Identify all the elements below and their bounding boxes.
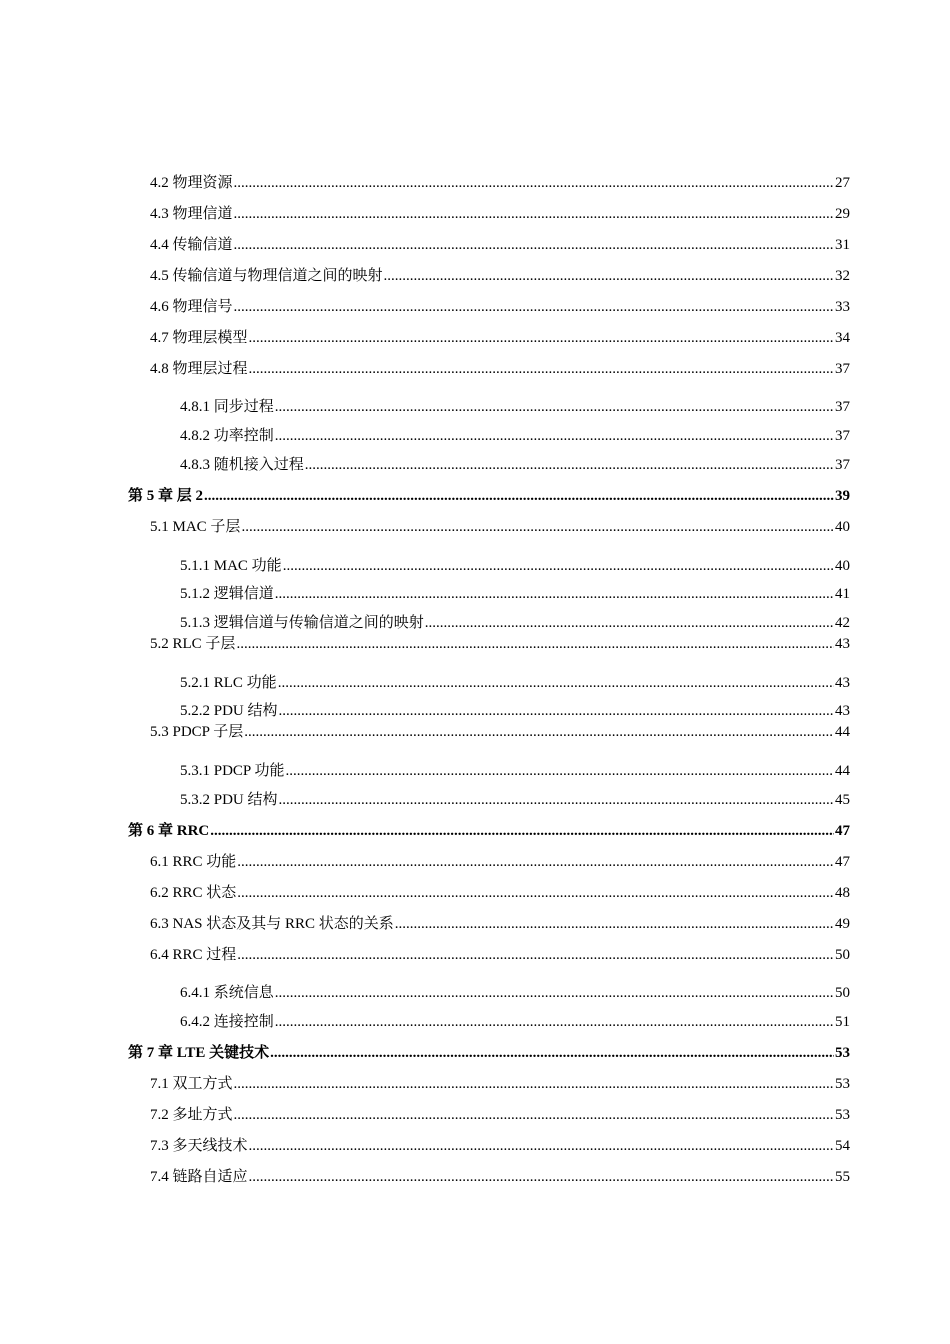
toc-entry[interactable] [150,884,850,902]
toc-entry-page-number: 50 [835,985,850,1001]
toc-entry-page-number: 42 [835,615,850,631]
dot-leader [275,427,834,445]
toc-entry-title: 5.1.3 逻辑信道与传输信道之间的映射 [180,615,424,631]
toc-entry-page-number: 32 [835,268,850,284]
toc-entry[interactable] [150,915,850,933]
dot-leader [244,723,834,741]
dot-leader [425,614,834,632]
toc-entry[interactable] [180,557,850,575]
dot-leader [234,1106,834,1124]
toc-entry[interactable] [150,853,850,871]
toc-entry-page-number: 40 [835,519,850,535]
dot-leader [249,360,834,378]
toc-entry-page-number: 43 [835,675,850,691]
dot-leader [234,174,834,192]
toc-entry-page-number: 53 [835,1045,850,1061]
toc-entry-page-number: 47 [835,854,850,870]
toc-entry-page-number: 43 [835,636,850,652]
toc-entry-title: 5.1 MAC 子层 [150,519,241,535]
toc-entry-title: 7.4 链路自适应 [150,1169,248,1185]
toc-chapter-entry[interactable] [128,487,850,505]
toc-entry[interactable] [150,635,850,653]
dot-leader [249,329,834,347]
dot-leader [285,762,834,780]
toc-entry[interactable] [150,267,850,285]
toc-entry-title: 7.2 多址方式 [150,1107,233,1123]
toc-entry-page-number: 27 [835,175,850,191]
dot-leader [210,822,834,840]
toc-entry[interactable] [180,791,850,809]
toc-entry-title: 5.3.1 PDCP 功能 [180,763,285,779]
toc-entry-page-number: 48 [835,885,850,901]
toc-entry-page-number: 37 [835,361,850,377]
toc-entry[interactable] [180,585,850,603]
dot-leader [279,791,834,809]
dot-leader [283,557,834,575]
toc-entry-page-number: 39 [835,488,850,504]
dot-leader [278,674,834,692]
dot-leader [241,518,834,536]
dot-leader [236,635,834,653]
toc-entry[interactable] [180,456,850,474]
toc-entry-title: 7.1 双工方式 [150,1076,233,1092]
toc-entry[interactable] [150,236,850,254]
toc-entry[interactable] [180,984,850,1002]
toc-entry-title: 4.8.1 同步过程 [180,399,274,415]
dot-leader [275,585,834,603]
toc-entry[interactable] [150,1106,850,1124]
toc-entry-title: 5.2.2 PDU 结构 [180,703,278,719]
toc-entry-page-number: 44 [835,763,850,779]
toc-entry-page-number: 29 [835,206,850,222]
toc-entry-page-number: 33 [835,299,850,315]
toc-entry[interactable] [150,174,850,192]
dot-leader [279,702,834,720]
toc-entry-page-number: 55 [835,1169,850,1185]
toc-entry-title: 第 7 章 LTE 关键技术 [128,1045,270,1061]
toc-entry-title: 4.4 传输信道 [150,237,233,253]
toc-entry[interactable] [180,1013,850,1031]
dot-leader [249,1168,834,1186]
toc-entry-title: 5.1.2 逻辑信道 [180,586,274,602]
toc-entry-page-number: 41 [835,586,850,602]
toc-entry-title: 5.2 RLC 子层 [150,636,236,652]
toc-entry-page-number: 44 [835,724,850,740]
toc-entry[interactable] [150,1168,850,1186]
dot-leader [237,884,834,902]
toc-entry-title: 6.1 RRC 功能 [150,854,237,870]
toc-entry-page-number: 31 [835,237,850,253]
toc-entry-page-number: 53 [835,1107,850,1123]
dot-leader [237,946,834,964]
toc-entry[interactable] [150,298,850,316]
toc-entry-title: 5.3 PDCP 子层 [150,724,244,740]
toc-entry[interactable] [180,427,850,445]
toc-entry-title: 5.3.2 PDU 结构 [180,792,278,808]
toc-entry[interactable] [150,1137,850,1155]
toc-entry-title: 6.2 RRC 状态 [150,885,237,901]
toc-entry-page-number: 45 [835,792,850,808]
toc-entry-page-number: 50 [835,947,850,963]
dot-leader [234,1075,834,1093]
toc-entry-title: 4.5 传输信道与物理信道之间的映射 [150,268,383,284]
toc-entry-title: 4.6 物理信号 [150,299,233,315]
dot-leader [234,236,834,254]
dot-leader [275,398,834,416]
toc-entry-title: 7.3 多天线技术 [150,1138,248,1154]
toc-entry-title: 5.1.1 MAC 功能 [180,558,282,574]
dot-leader [305,456,834,474]
toc-entry-page-number: 40 [835,558,850,574]
toc-entry[interactable] [150,329,850,347]
toc-entry[interactable] [150,360,850,378]
toc-entry-title: 4.3 物理信道 [150,206,233,222]
dot-leader [234,205,834,223]
dot-leader [204,487,834,505]
toc-chapter-entry[interactable] [128,1044,850,1062]
toc-entry[interactable] [180,614,850,632]
dot-leader [237,853,834,871]
toc-entry-page-number: 49 [835,916,850,932]
toc-entry-title: 4.7 物理层模型 [150,330,248,346]
toc-entry-title: 第 5 章 层 2 [128,488,204,504]
toc-entry[interactable] [180,702,850,720]
toc-entry[interactable] [150,723,850,741]
toc-entry[interactable] [180,398,850,416]
toc-entry-title: 第 6 章 RRC [128,823,210,839]
toc-entry-title: 4.8.2 功率控制 [180,428,274,444]
dot-leader [234,298,834,316]
toc-entry[interactable] [180,674,850,692]
toc-entry-page-number: 43 [835,703,850,719]
toc-entry[interactable] [180,762,850,780]
toc-entry-title: 4.8.3 随机接入过程 [180,457,304,473]
toc-entry-title: 6.4.2 连接控制 [180,1014,274,1030]
toc-entry[interactable] [150,1075,850,1093]
toc-entry-page-number: 54 [835,1138,850,1154]
dot-leader [249,1137,834,1155]
toc-entry-page-number: 37 [835,428,850,444]
toc-entry-title: 6.4 RRC 过程 [150,947,237,963]
dot-leader [275,984,834,1002]
toc-entry-title: 6.4.1 系统信息 [180,985,274,1001]
toc-entry-title: 5.2.1 RLC 功能 [180,675,277,691]
toc-entry-page-number: 51 [835,1014,850,1030]
toc-entry-page-number: 37 [835,457,850,473]
dot-leader [384,267,834,285]
toc-entry-page-number: 37 [835,399,850,415]
toc-entry[interactable] [150,205,850,223]
toc-entry[interactable] [150,518,850,536]
toc-entry-page-number: 53 [835,1076,850,1092]
dot-leader [270,1044,834,1062]
toc-entry-title: 4.2 物理资源 [150,175,233,191]
dot-leader [395,915,834,933]
toc-entry-title: 6.3 NAS 状态及其与 RRC 状态的关系 [150,916,394,932]
toc-entry-page-number: 34 [835,330,850,346]
dot-leader [275,1013,834,1031]
toc-entry-page-number: 47 [835,823,850,839]
toc-entry-title: 4.8 物理层过程 [150,361,248,377]
toc-chapter-entry[interactable] [128,822,850,840]
toc-entry[interactable] [150,946,850,964]
